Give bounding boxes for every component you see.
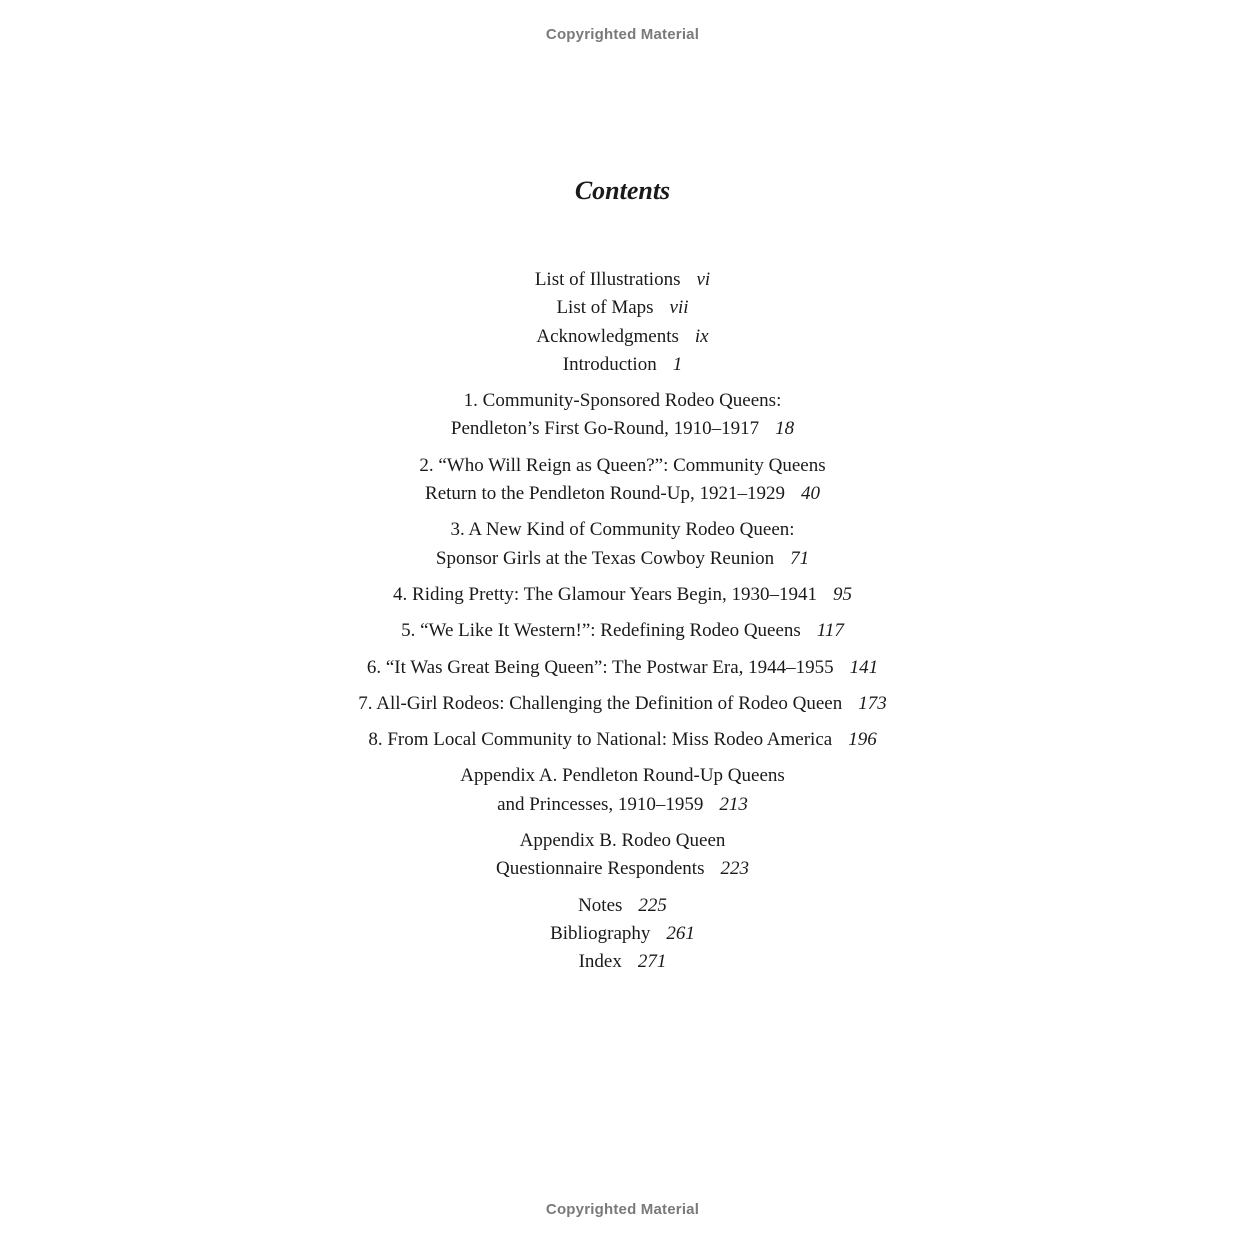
toc-entry-title: List of Illustrations (534, 269, 681, 290)
toc-entry-chapter-8 (0, 726, 1245, 754)
toc-page-number: 173 (858, 692, 887, 714)
toc-entry-chapter-1 (0, 387, 1245, 444)
toc-entry-title: Notes (578, 894, 623, 916)
toc-entry-title: and Princesses, 1910–1959 (497, 793, 704, 815)
toc-page-number: 18 (775, 418, 795, 440)
table-of-contents (0, 266, 1245, 977)
toc-entry-title: Sponsor Girls at the Texas Cowboy Reunion (435, 547, 775, 569)
toc-page-number: 141 (849, 656, 879, 678)
toc-page-number: 40 (800, 483, 820, 505)
copyright-watermark-bottom: Copyrighted Material (545, 1201, 700, 1218)
toc-entry-chapter-5 (0, 617, 1245, 645)
toc-entry-introduction (0, 351, 1245, 379)
toc-entry-title: 3. A New Kind of Community Rodeo Queen: (450, 519, 795, 541)
copyright-watermark-top: Copyrighted Material (545, 26, 700, 43)
toc-entry-title: 2. “Who Will Reign as Queen?”: Community Queens (419, 454, 826, 476)
page-title: Contents (574, 176, 671, 205)
toc-entry-appendix-b (0, 827, 1245, 884)
toc-entry-chapter-3 (0, 516, 1245, 573)
toc-page-number: vi (696, 269, 711, 290)
toc-entry-title: Appendix B. Rodeo Queen (519, 830, 726, 852)
toc-entry-title: Introduction (562, 353, 657, 375)
toc-entry-title: Acknowledgments (536, 325, 679, 347)
toc-entry-title: 1. Community-Sponsored Rodeo Queens: (463, 390, 782, 412)
toc-entry-title: 5. “We Like It Western!”: Redefining Rodeo Queens (401, 620, 801, 642)
toc-entry-title: Appendix A. Pendleton Round-Up Queens (460, 765, 785, 787)
toc-entry-title: Questionnaire Respondents (496, 858, 705, 880)
toc-entry-title: 6. “It Was Great Being Queen”: The Postwar Era, 1944–1955 (366, 656, 834, 678)
toc-entry-title: 4. Riding Pretty: The Glamour Years Begin, 1930–1941 (393, 583, 817, 605)
toc-page-number: 213 (719, 793, 748, 815)
toc-entry-list-of-maps (0, 294, 1245, 322)
toc-entry-chapter-7 (0, 690, 1245, 718)
toc-entry-title: Bibliography (550, 922, 651, 944)
toc-entry-notes (0, 892, 1245, 920)
toc-page-number: 223 (720, 858, 749, 880)
toc-entry-title: 7. All-Girl Rodeos: Challenging the Definition of Rodeo Queen (358, 692, 843, 714)
toc-page-number: 117 (816, 620, 844, 642)
toc-entry-list-of-illustrations (0, 266, 1245, 294)
toc-entry-acknowledgments (0, 323, 1245, 351)
toc-page-number: vii (669, 297, 689, 319)
toc-entry-chapter-2 (0, 452, 1245, 509)
toc-entry-chapter-4 (0, 581, 1245, 609)
toc-entry-bibliography (0, 920, 1245, 948)
toc-entry-appendix-a (0, 762, 1245, 819)
toc-entry-chapter-6 (0, 654, 1245, 682)
toc-page-number: 261 (666, 922, 695, 944)
toc-page-number: 95 (832, 583, 852, 605)
toc-entry-title: List of Maps (556, 297, 654, 319)
toc-page-number: 71 (790, 547, 810, 569)
toc-entry-title: Index (578, 951, 622, 973)
toc-entry-title: 8. From Local Community to National: Miss Rodeo America (368, 729, 833, 751)
toc-page-number: 196 (848, 729, 877, 751)
toc-entry-index (0, 948, 1245, 976)
toc-page-number: ix (694, 325, 709, 347)
toc-entry-title: Pendleton’s First Go-Round, 1910–1917 (450, 418, 760, 440)
toc-entry-title: Return to the Pendleton Round-Up, 1921–1929 (425, 483, 785, 505)
toc-page-number: 225 (638, 894, 667, 916)
toc-page-number: 271 (637, 951, 667, 973)
toc-page-number: 1 (672, 353, 683, 375)
